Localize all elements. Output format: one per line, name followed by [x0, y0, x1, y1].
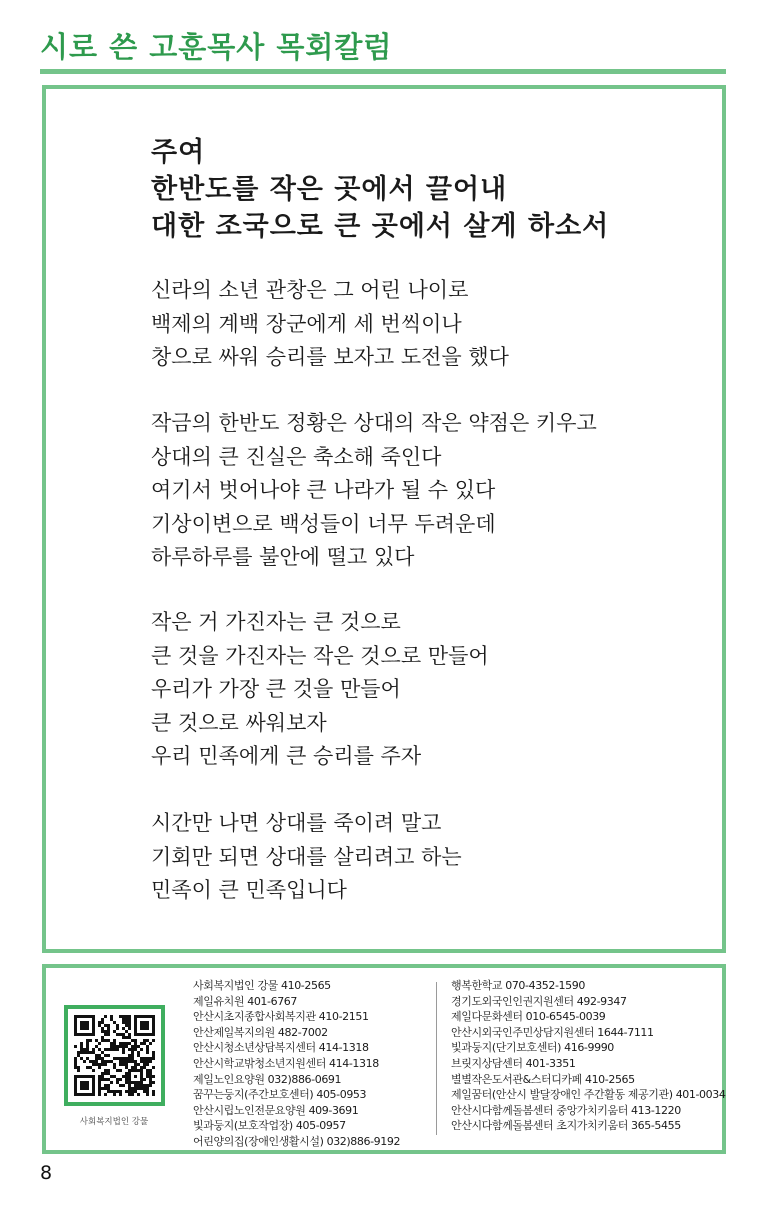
header-divider: [40, 69, 726, 74]
column-divider: [436, 982, 437, 1135]
contact-list-right: [451, 978, 725, 1134]
poem-line: 우리가 가장 큰 것을 만들어: [151, 677, 401, 702]
stanza-2: [151, 407, 597, 575]
poem-line: 큰 것을 가진자는 작은 것으로 만들어: [151, 643, 489, 668]
contact-item: 꿈꾸는둥지(주간보호센터) 405-0953: [193, 1088, 367, 1102]
contact-item: 안산시다함께돌봄센터 초지가치키움터 365-5455: [451, 1119, 681, 1133]
poem-line: 우리 민족에게 큰 승리를 주자: [151, 744, 422, 769]
contact-item: 안산시립노인전문요양원 409-3691: [193, 1103, 359, 1117]
poem-line: 상대의 큰 진실은 축소해 죽인다: [151, 444, 442, 469]
contact-item: 제일노인요양원 032)886-0691: [193, 1072, 342, 1086]
contact-item: 빛과둥지(보호작업장) 405-0957: [193, 1119, 346, 1133]
poem-line: 기회만 되면 상대를 살리려고 하는: [151, 844, 462, 869]
contact-item: 어린양의집(장애인생활시설) 032)886-9192: [193, 1134, 401, 1148]
contact-item: 안산제일복지의원 482-7002: [193, 1025, 328, 1039]
contact-item: 안산시학교밖청소년지원센터 414-1318: [193, 1056, 379, 1070]
stanza-4: [151, 807, 462, 908]
poem-title-line: 주여: [151, 137, 206, 168]
contact-item: 안산시청소년상담복지센터 414-1318: [193, 1041, 369, 1055]
contact-item: 브릿지상담센터 401-3351: [451, 1056, 576, 1070]
contact-item: 빛과둥지(단기보호센터) 416-9990: [451, 1041, 614, 1055]
poem-line: 기상이변으로 백성들이 너무 두려운데: [151, 511, 496, 536]
page-number: 8: [40, 1162, 53, 1184]
poem-line: 신라의 소년 관창은 그 어린 나이로: [151, 278, 469, 302]
contact-list-left: [193, 978, 400, 1150]
contact-panel: [42, 964, 726, 1154]
stanza-3: [151, 606, 489, 774]
poem-line: 창으로 싸워 승리를 보자고 도전을 했다: [151, 345, 509, 370]
poem-line: 작은 거 가진자는 큰 것으로: [151, 610, 401, 634]
contact-item: 안산시외국인주민상담지원센터 1644-7111: [451, 1025, 654, 1039]
contact-item: 제일다문화센터 010-6545-0039: [451, 1010, 606, 1024]
contact-item: 별별작은도서관&스터디카페 410-2565: [451, 1072, 635, 1086]
poem-line: 여기서 벗어나야 큰 나라가 될 수 있다: [151, 478, 496, 503]
stanza-1: [151, 274, 509, 375]
poem-line: 백제의 계백 장군에게 세 번씩이나: [151, 311, 462, 336]
qr-code-icon: [74, 1015, 155, 1096]
poem-line: 시간만 나면 상대를 죽이려 말고: [151, 811, 442, 835]
poem-line: 작금의 한반도 정황은 상대의 작은 약점은 키우고: [151, 411, 597, 435]
poem-line: 하루하루를 불안에 떨고 있다: [151, 545, 415, 570]
contact-item: 제일꿈터(안산시 발달장애인 주간활동 제공기관) 401-0034: [451, 1088, 726, 1102]
qr-caption: 사회복지법인 강물: [79, 1117, 149, 1127]
contact-item: 제일유치원 401-6767: [193, 994, 297, 1008]
poem-title-line: 대한 조국으로 큰 곳에서 살게 하소서: [151, 211, 610, 242]
poem-title: [151, 134, 609, 245]
contact-item: 사회복지법인 강물 410-2565: [193, 979, 331, 992]
column-title: 시로 쓴 고훈목사 목회칼럼: [40, 30, 393, 64]
contact-item: 행복한학교 070-4352-1590: [451, 979, 585, 992]
contact-item: 안산시다함께돌봄센터 중앙가치키움터 413-1220: [451, 1103, 681, 1117]
poem-line: 큰 것으로 싸워보자: [151, 710, 327, 735]
poem-title-line: 한반도를 작은 곳에서 끌어내: [151, 174, 508, 205]
poem-line: 민족이 큰 민족입니다: [151, 878, 347, 903]
qr-code-frame: [64, 1005, 165, 1106]
contact-item: 안산시초지종합사회복지관 410-2151: [193, 1010, 369, 1024]
poem-panel: [42, 85, 726, 953]
contact-item: 경기도외국인인권지원센터 492-9347: [451, 994, 627, 1008]
